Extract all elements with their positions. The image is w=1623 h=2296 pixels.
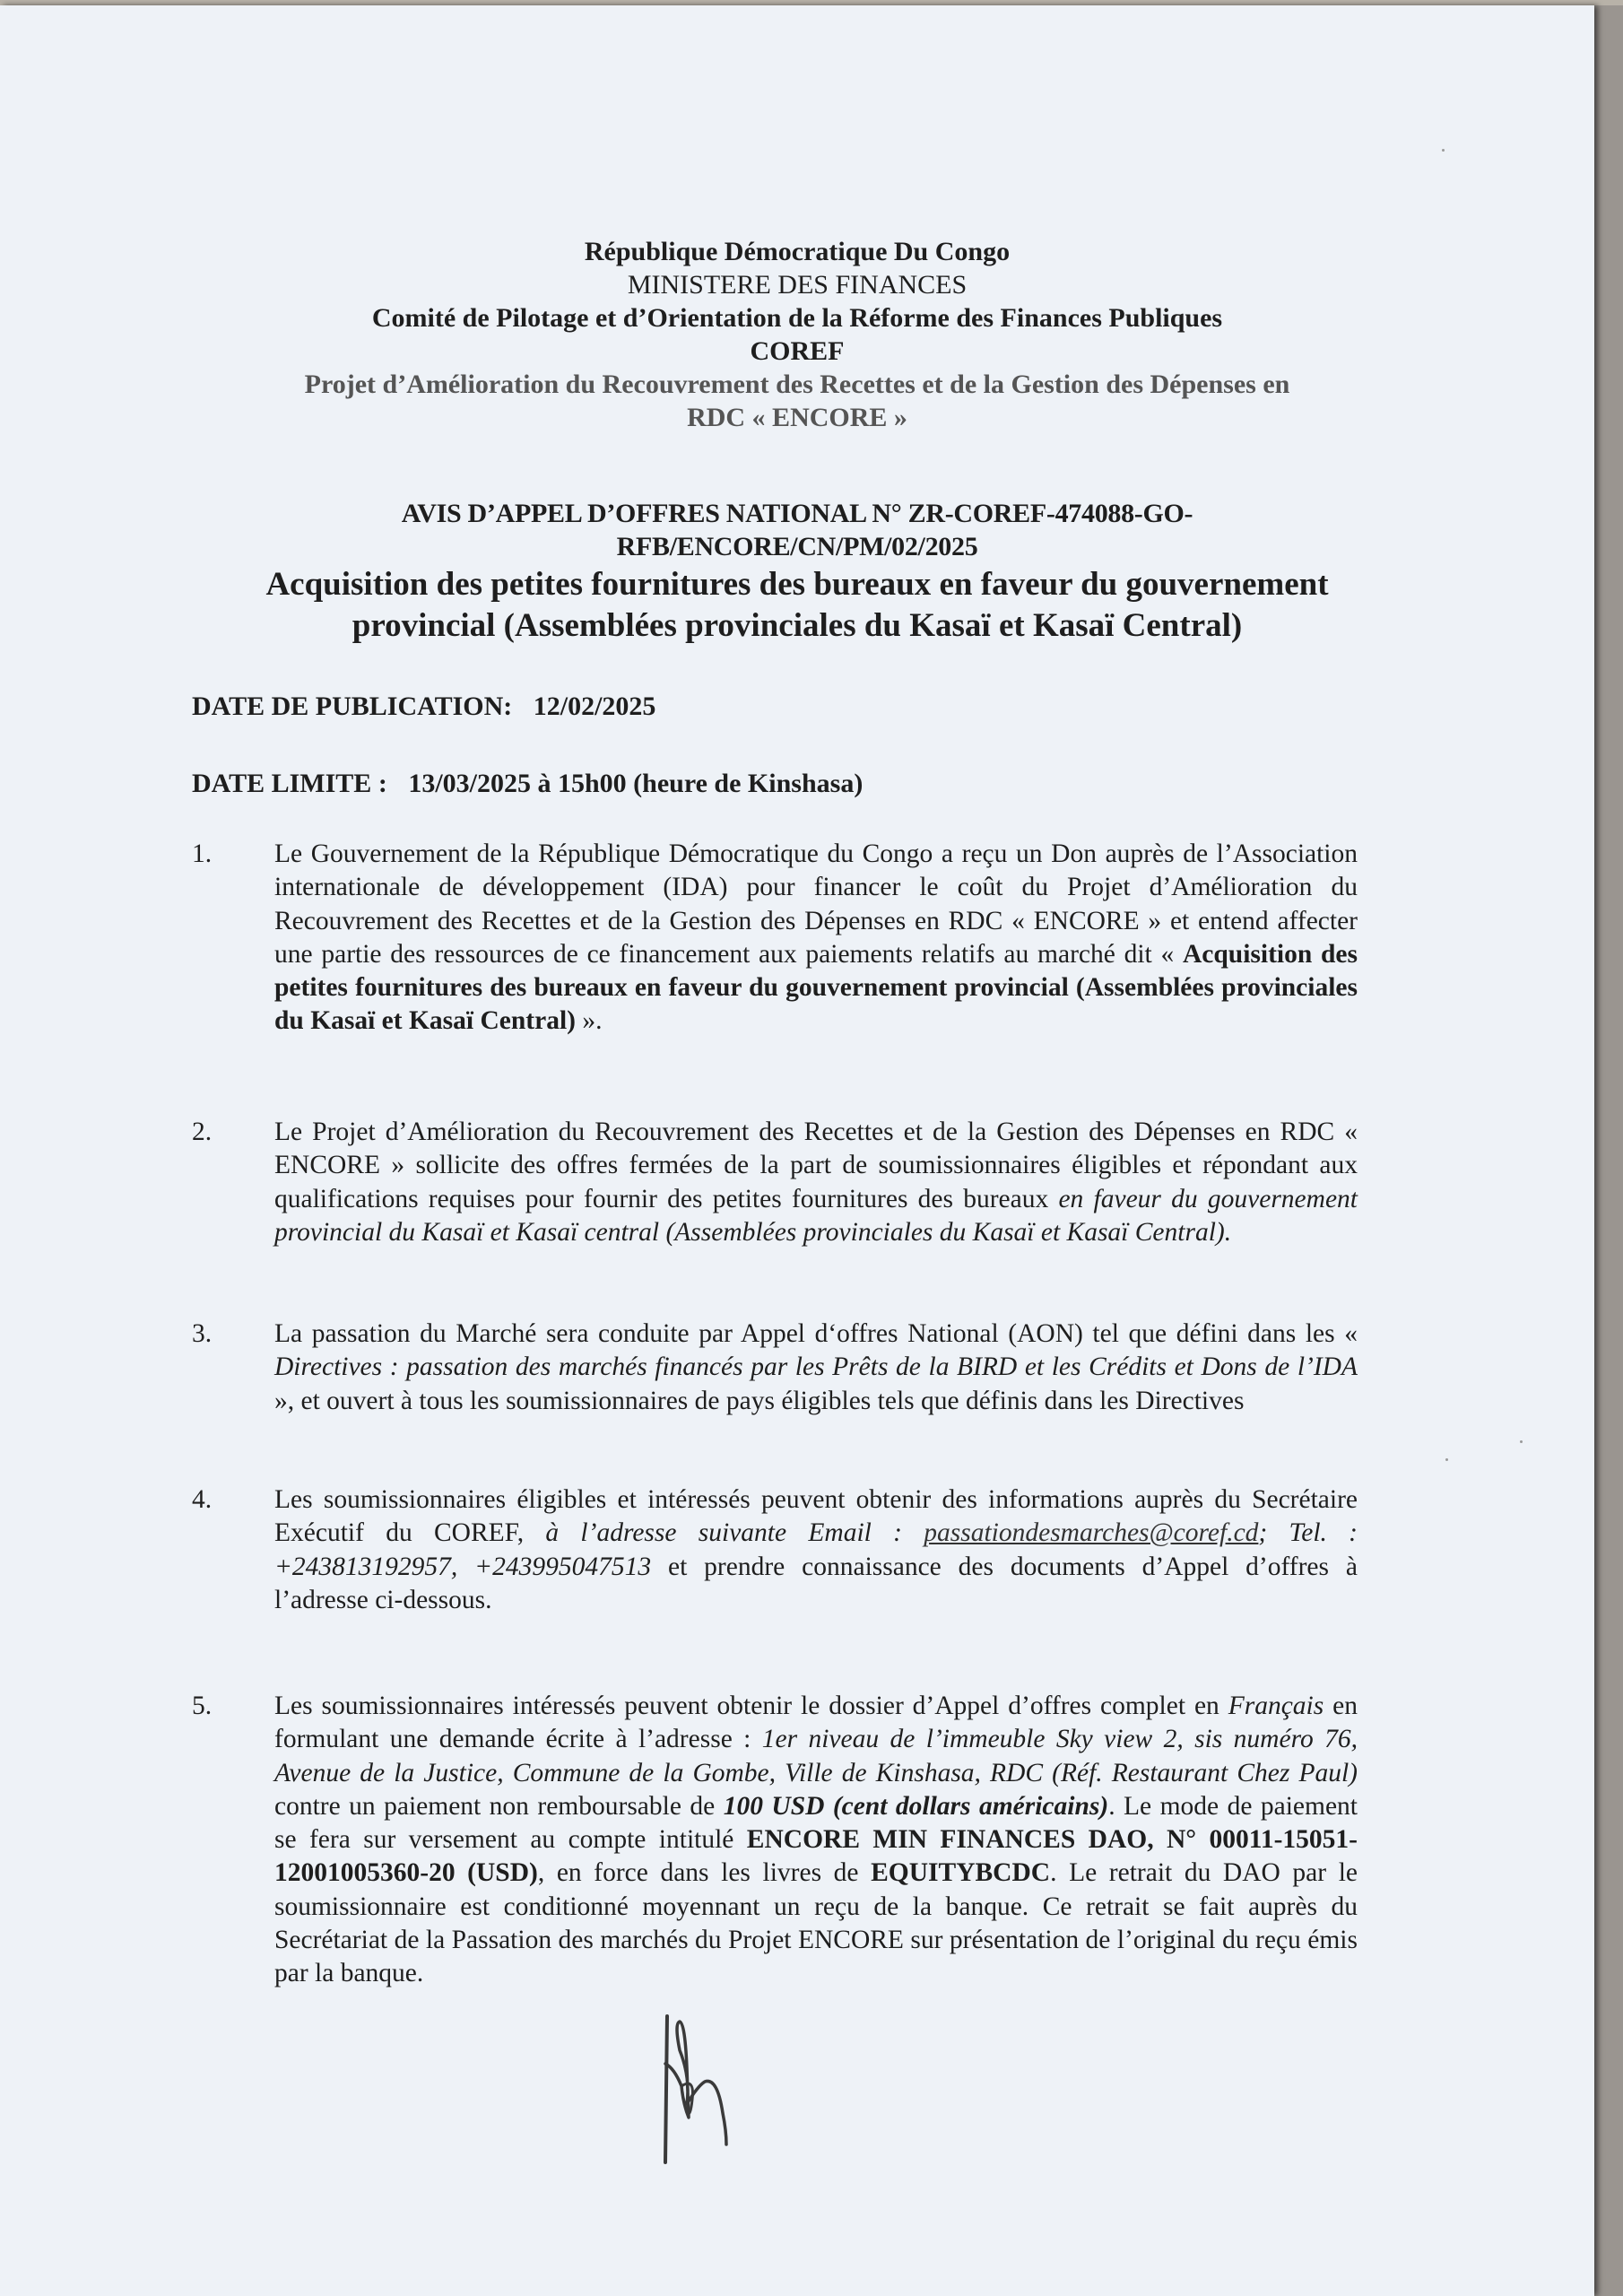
tender-subject-line1: Acquisition des petites fournitures des bureaux en faveur du gouvernement <box>265 566 1329 603</box>
committee-name: Comité de Pilotage et d’Orientation de la Réforme des Finances Publiques <box>371 303 1223 333</box>
text-segment: et prendre connaissance des documents d’Appel d’offres à l’adresse ci-dessous. <box>274 1552 1358 1614</box>
text-segment: La passation du Marché sera conduite par Appel d‘offres National (AON) tel que défini dans les « <box>274 1319 1358 1348</box>
text-segment: Le Gouvernement de la République Démocratique du Congo a reçu un Don auprès de l’Association internationale de développement (IDA) pour financer le coût du Projet d’Amélioration du Recouvrement des Recettes et de la Gestion des Dépenses en RDC « ENCORE » et entend affecter une partie des ressources de ce financement aux paiements relatifs au marché dit « <box>274 839 1358 969</box>
committee-acronym: COREF <box>750 336 845 366</box>
text-italic: à l’adresse suivante Email : <box>545 1518 902 1548</box>
deadline-label: DATE LIMITE : <box>192 769 387 798</box>
tender-reference-line2: RFB/ENCORE/CN/PM/02/2025 <box>616 532 978 561</box>
paragraph-number: 1. <box>192 839 213 868</box>
address-italic: 1er niveau de l’immeuble Sky view 2, sis numéro 76, Avenue de la Justice, Commune de la Gombe, Ville de Kinshasa, RDC (Réf. Restaurant Chez Paul) <box>274 1725 1358 1787</box>
bank-account: ENCORE MIN FINANCES DAO, N° 00011-15051-12001005360-20 (USD) <box>274 1825 1358 1888</box>
letterhead <box>0 235 1594 434</box>
paragraph-text <box>274 1483 1358 1617</box>
scan-speck <box>1520 1440 1523 1443</box>
text-segment: en formulant une demande écrite à l’adresse : <box>274 1692 1358 1754</box>
paragraph-3 <box>192 1318 1358 1418</box>
beneficiary-italic: en faveur du gouvernement provincial du Kasaï et Kasaï central (Assemblées provinciales du Kasaï et Kasaï Central). <box>274 1184 1358 1247</box>
tender-title <box>0 497 1594 646</box>
fee-amount: 100 USD (cent dollars américains) <box>723 1791 1109 1821</box>
text-segment: Les soumissionnaires intéressés peuvent obtenir le dossier d’Appel d’offres complet en <box>274 1692 1228 1720</box>
deadline-value: 13/03/2025 à 15h00 (heure de Kinshasa) <box>408 769 864 798</box>
signature-icon <box>655 2014 762 2176</box>
paragraph-number: 4. <box>192 1485 213 1514</box>
paragraph-text <box>274 1116 1358 1249</box>
tender-subject-line2: provincial (Assemblées provinciales du Kasaï et Kasaï Central) <box>352 607 1243 644</box>
project-title-bold: Acquisition des petites fournitures des bureaux en faveur du gouvernement provincial (Assemblées provinciales du Kasaï et Kasaï Central) <box>274 939 1358 1036</box>
project-name-line2: RDC « ENCORE » <box>687 403 907 432</box>
directives-italic: Directives : passation des marchés financés par les Prêts de la BIRD et les Crédits et Dons de l’IDA <box>274 1352 1358 1382</box>
text-segment: contre un paiement non remboursable de <box>274 1791 724 1821</box>
publication-date-row <box>192 689 863 766</box>
language-italic: Français <box>1228 1692 1324 1720</box>
tender-reference-line1: AVIS D’APPEL D’OFFRES NATIONAL N° ZR-COREF-474088-GO- <box>401 499 1193 528</box>
publication-date-label: DATE DE PUBLICATION: <box>192 691 513 721</box>
paragraph-text <box>274 838 1358 1039</box>
text-segment: , en force dans les livres de <box>537 1858 872 1888</box>
text-segment: Le Projet d’Amélioration du Recouvrement des Recettes et de la Gestion des Dépenses en RDC « ENCORE » sollicite des offres fermées de la part de soumissionnaires éligibles et répondant aux qualifications requises pour fournir des petites fournitures des bureaux <box>274 1118 1358 1213</box>
paragraph-4 <box>192 1483 1358 1617</box>
document-page <box>0 5 1594 2296</box>
email-link[interactable]: passationdesmarches@coref.cd <box>924 1518 1259 1548</box>
project-name-line1: Projet d’Amélioration du Recouvrement des Recettes et de la Gestion des Dépenses en <box>304 370 1290 399</box>
paragraph-text <box>274 1690 1358 1991</box>
ministry-name: MINISTERE DES FINANCES <box>627 270 968 300</box>
paragraph-1 <box>192 838 1358 1039</box>
deadline-row <box>192 766 863 843</box>
paragraph-text <box>274 1318 1358 1418</box>
scan-speck <box>1445 1458 1448 1461</box>
text-segment: ». <box>575 1006 603 1036</box>
bank-name: EQUITYBCDC <box>871 1858 1051 1888</box>
text-segment: Les soumissionnaires éligibles et intéressés peuvent obtenir des informations auprès du Secrétaire Exécutif du COREF, <box>274 1485 1358 1548</box>
text-segment: . Le mode de paiement se fera sur versement au compte intitulé <box>274 1791 1358 1855</box>
paragraph-2 <box>192 1116 1358 1249</box>
country-name: République Démocratique Du Congo <box>584 237 1011 266</box>
key-dates <box>192 689 863 843</box>
paragraph-number: 2. <box>192 1118 213 1146</box>
phone-numbers: ; Tel. : +243813192957, +243995047513 <box>274 1518 1358 1581</box>
text-segment: », et ouvert à tous les soumissionnaires de pays éligibles tels que définis dans les Directives <box>274 1386 1245 1415</box>
scan-speck <box>1442 149 1445 152</box>
paragraph-number: 3. <box>192 1319 213 1348</box>
paragraph-number: 5. <box>192 1692 213 1720</box>
text-segment: . Le retrait du DAO par le soumissionnaire est conditionné moyennant un reçu de la banque. Ce retrait se fait auprès du Secrétariat de la Passation des marchés du Projet ENCORE sur présentation de l’original du reçu émis par la banque. <box>274 1858 1358 1988</box>
publication-date-value: 12/02/2025 <box>533 691 656 721</box>
paragraph-5 <box>192 1690 1358 1991</box>
